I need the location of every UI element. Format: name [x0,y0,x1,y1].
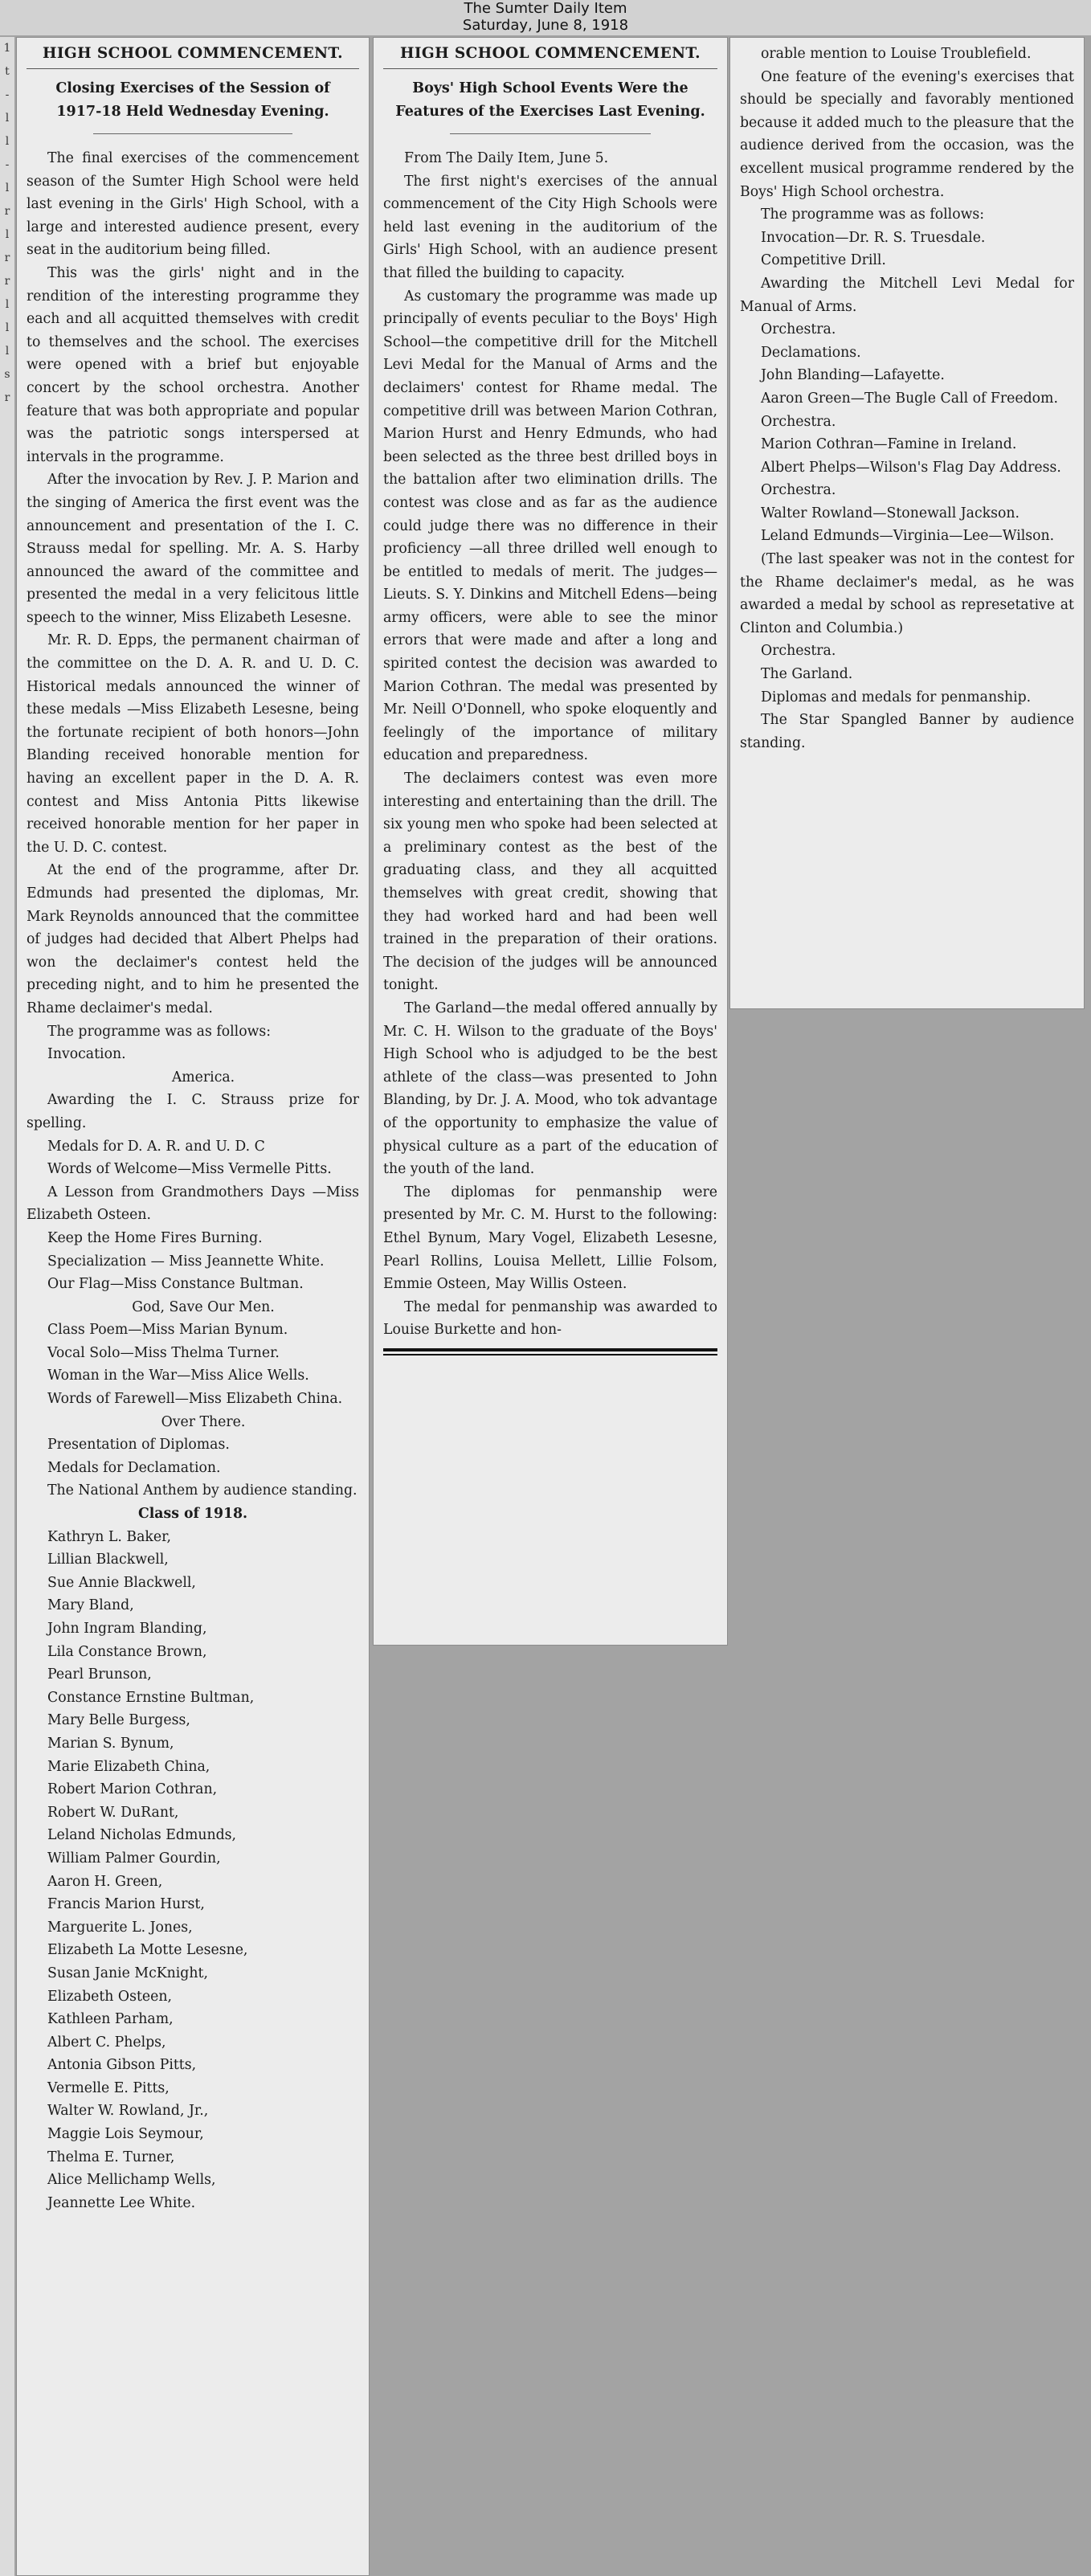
programme-item: A Lesson from Grandmothers Days —Miss Elizabeth Osteen. [27,1184,359,1224]
programme-item: Presentation of Diplomas. [47,1437,230,1454]
paragraph: At the end of the programme, after Dr. Edmunds had presented the diplomas, Mr. Mark Reynolds announced that the committee of judges had decided that Albert Phelps had won the declaimer's contest held the preceding night, and to him he presented the Rhame declaimer's medal. [27,862,359,1016]
programme-item: Awarding the I. C. Strauss prize for spelling. [27,1092,359,1131]
paragraph: The final exercises of the commencement season of the Sumter High School were held last evening in the Girls' High School, with a large and interested audience present, every seat in the auditorium being filled. [27,150,359,259]
margin-fragment: - [5,158,10,171]
paragraph: The diplomas for penmanship were presented by Mr. C. M. Hurst to the following: Ethel Bynum, Mary Vogel, Elizabeth Lesesne, Pearl Rollins, Louisa Mellett, Lillie Folsom, Emmie Osteen, May Willis Osteen. [383,1184,717,1293]
graduate-name: Marie Elizabeth China, [47,1758,210,1775]
programme-item: Walter Rowland—Stonewall Jackson. [761,505,1019,521]
graduate-list [27,1526,359,2215]
paragraph: orable mention to Louise Troublefield. [761,46,1032,62]
programme-item: Keep the Home Fires Burning. [47,1229,263,1246]
margin-fragment: l [5,321,10,334]
graduate-name: Kathryn L. Baker, [47,1528,171,1545]
programme-item: The Garland. [761,666,853,683]
programme-list [27,1043,359,1503]
margin-fragment: l [5,228,10,241]
graduate-name: Mary Belle Burgess, [47,1712,190,1729]
subheadline: Boys' High School Events Were the Features of the Exercises Last Evening. [395,80,705,120]
programme-item: The Star Spangled Banner by audience standing. [740,712,1074,751]
programme-item: Medals for D. A. R. and U. D. C [47,1138,265,1155]
programme-item: Woman in the War—Miss Alice Wells. [47,1368,309,1384]
paragraph: As customary the programme was made up principally of events peculiar to the Boys' High School—the competitive drill for the Mitchell Levi Medal for the Manual of Arms and the declaimers' contest for Rhame medal. The competitive drill was between Marion Cothran, Marion Hurst and Henry Edmunds, who had been selected as the three best drilled boys in the battalion after two elimination drills. The contest was close and as far as the audience could judge there was no difference in their proficiency —all three drilled well enough to be entitled to medals of merit. The judges—Lieuts. S. Y. Dinkins and Mitchell Edens—being army officers, were able to see the minor errors that were made and after a long and spirited contest the decision was awarded to Marion Cothran. The medal was presented by Mr. Neill O'Donnell, who spoke eloquently and feelingly of the importance of military education and preparedness. [383,288,717,764]
programme-item: Aaron Green—The Bugle Call of Freedom. [761,390,1058,407]
article-girls-commencement [16,37,370,2576]
programme-item: Orchestra. [761,413,836,430]
graduate-name: Robert W. DuRant, [47,1804,179,1821]
margin-fragment: 1 [3,42,11,55]
graduate-name: Jeannette Lee White. [47,2194,196,2211]
graduate-name: Antonia Gibson Pitts, [47,2057,197,2074]
class-heading: Class of 1918. [137,1506,248,1523]
margin-fragment: s [4,368,10,381]
paragraph: The first night's exercises of the annual commencement of the City High Schools were held last evening in the auditorium of the Girls' High School, with an audience present that filled the building to capacity. [383,173,717,281]
graduate-name: Marian S. Bynum, [47,1735,174,1752]
programme-item: Words of Farewell—Miss Elizabeth China. [47,1391,343,1408]
programme-item: Orchestra. [761,643,836,660]
graduate-name: Vermelle E. Pitts, [47,2079,170,2096]
programme-item: Our Flag—Miss Constance Bultman. [47,1276,304,1293]
clipped-margin-column [0,37,14,2576]
margin-fragment: l [5,112,10,125]
graduate-name: John Ingram Blanding, [47,1621,207,1637]
programme-item: Invocation—Dr. R. S. Truesdale. [761,229,986,246]
article-body [383,147,717,1342]
divider [450,133,651,134]
paragraph: This was the girls' night and in the rendition of the interesting programme they each and all acquitted themselves with credit to themselves and the school. The exercises were opened with a brief but enjoyable concert by the school orchestra. Another feature that was both appropriate and popular was the patriotic songs interspersed at intervals in the programme. [27,264,359,465]
graduate-name: Leland Nicholas Edmunds, [47,1827,237,1844]
programme-item: America. [171,1069,235,1086]
margin-fragment: l [5,345,10,358]
margin-fragment: r [4,251,10,264]
programme-item: Over There. [161,1413,246,1430]
paragraph: The medal for penmanship was awarded to Louise Burkette and hon- [383,1298,717,1339]
programme-item: Orchestra. [761,482,836,499]
paragraph: The programme was as follows: [47,1023,272,1040]
margin-fragment: - [5,88,10,101]
headline: HIGH SCHOOL COMMENCEMENT. [383,43,717,69]
paragraph: After the invocation by Rev. J. P. Marion and the singing of America the first event was the announcement and presentation of the I. C. Strauss medal for spelling. Mr. A. S. Harby announced the award of the committee and presented the medal in a very felicitous little speech to the winner, Miss Elizabeth Lesesne. [27,472,359,626]
graduate-name: Maggie Lois Seymour, [47,2126,204,2143]
graduate-name: Pearl Brunson, [47,1666,152,1683]
programme-item: John Blanding—Lafayette. [761,367,945,384]
graduate-name: Robert Marion Cothran, [47,1781,218,1798]
headline: HIGH SCHOOL COMMENCEMENT. [27,43,359,69]
margin-fragment: r [4,391,10,404]
programme-item: Vocal Solo—Miss Thelma Turner. [47,1344,280,1361]
programme-item: Awarding the Mitchell Levi Medal for Manual of Arms. [740,275,1074,315]
article-body [27,147,359,1043]
programme-item: Declamations. [761,344,861,361]
margin-fragment: l [5,135,10,148]
divider [93,133,292,134]
graduate-name: Elizabeth La Motte Lesesne, [47,1942,248,1959]
graduate-name: Alice Mellichamp Wells, [47,2172,216,2189]
paragraph: The Garland—the medal offered annually by Mr. C. H. Wilson to the graduate of the Boys' High School who is adjudged to be the best athlete of the class—was presented to John Blanding, by Dr. J. A. Mood, who tok advantage of the opportunity to emphasize the value of physical culture as a part of the education of the youth of the land. [383,1000,717,1178]
graduate-name: Lillian Blackwell, [47,1552,169,1568]
graduate-name: Lila Constance Brown, [47,1643,207,1660]
margin-fragment: l [5,182,10,194]
graduate-name: Walter W. Rowland, Jr., [47,2103,209,2120]
paragraph: The programme was as follows: [761,206,985,223]
graduate-name: Francis Marion Hurst, [47,1896,205,1913]
programme-item: Leland Edmunds—Virginia—Lee—Wilson. [761,528,1055,545]
programme-item: Competitive Drill. [761,252,886,269]
end-of-article-rule [383,1348,717,1355]
graduate-name: William Palmer Gourdin, [47,1850,221,1867]
programme-item: Orchestra. [761,321,836,338]
programme-item: Diplomas and medals for penmanship. [761,689,1032,705]
paragraph: One feature of the evening's exercises that should be specially and favorably mentioned because it added much to the pleasure that the audience derived from the occasion, was the excellent musical programme rendered by the Boys' High School orchestra. [740,68,1074,200]
graduate-name: Susan Janie McKnight, [47,1965,208,1981]
margin-fragment: l [5,298,10,311]
paragraph: The declaimers contest was even more interesting and entertaining than the drill. The six young men who spoke had been selected at a preliminary contest as the best of the graduating class, and they all acquitted themselves with great credit, showing that they had worked hard and had been well trained in the preparation of their orations. The decision of the judges will be announced tonight. [383,771,717,994]
graduate-name: Aaron H. Green, [47,1873,163,1890]
programme-item: Albert Phelps—Wilson's Flag Day Address. [761,459,1061,476]
masthead [0,0,1091,35]
programme-item: (The last speaker was not in the contest for the Rhame declaimer's medal, as he was awarded a medal by school as represetative at Clinton and Columbia.) [740,551,1074,636]
programme-item: Class Poem—Miss Marian Bynum. [47,1322,288,1339]
programme-item: Marion Cothran—Famine in Ireland. [761,436,1017,453]
graduate-name: Thelma E. Turner, [47,2149,175,2165]
programme-item: Medals for Declamation. [47,1459,221,1476]
article-body [740,43,1074,227]
graduate-name: Elizabeth Osteen, [47,1988,172,2005]
graduate-name: Mary Bland, [47,1597,134,1614]
margin-fragment: r [4,205,10,218]
programme-item: The National Anthem by audience standing. [47,1482,358,1499]
programme-list [740,227,1074,755]
graduate-name: Albert C. Phelps, [47,2034,166,2051]
programme-item: God, Save Our Men. [132,1298,275,1315]
margin-fragment: r [4,275,10,288]
paper-date: Saturday, June 8, 1918 [462,17,629,34]
programme-item: Specialization — Miss Jeannette White. [47,1253,325,1270]
programme-item: Words of Welcome—Miss Vermelle Pitts. [47,1161,332,1178]
paper-title: The Sumter Daily Item [464,0,627,17]
programme-item: Invocation. [47,1046,126,1063]
graduate-name: Marguerite L. Jones, [47,1919,193,1936]
subheadline: Closing Exercises of the Session of 1917-18 Held Wednesday Evening. [55,80,330,120]
graduate-name: Constance Ernstine Bultman, [47,1689,255,1706]
graduate-name: Kathleen Parham, [47,2011,174,2028]
paragraph: Mr. R. D. Epps, the permanent chairman of the committee on the D. A. R. and U. D. C. Historical medals announced the winner of these medals —Miss Elizabeth Lesesne, being the fortunate recipient of both honors—John Blanding received honorable mention for having an excellent paper in the D. A. R. contest and Miss Antonia Pitts likewise received honorable mention for her paper in the U. D. C. contest. [27,632,359,856]
article-boys-commencement-continued [729,37,1085,1009]
article-boys-commencement [373,37,728,1646]
margin-fragment: t [5,65,10,78]
paragraph: From The Daily Item, June 5. [404,150,609,166]
graduate-name: Sue Annie Blackwell, [47,1574,196,1591]
